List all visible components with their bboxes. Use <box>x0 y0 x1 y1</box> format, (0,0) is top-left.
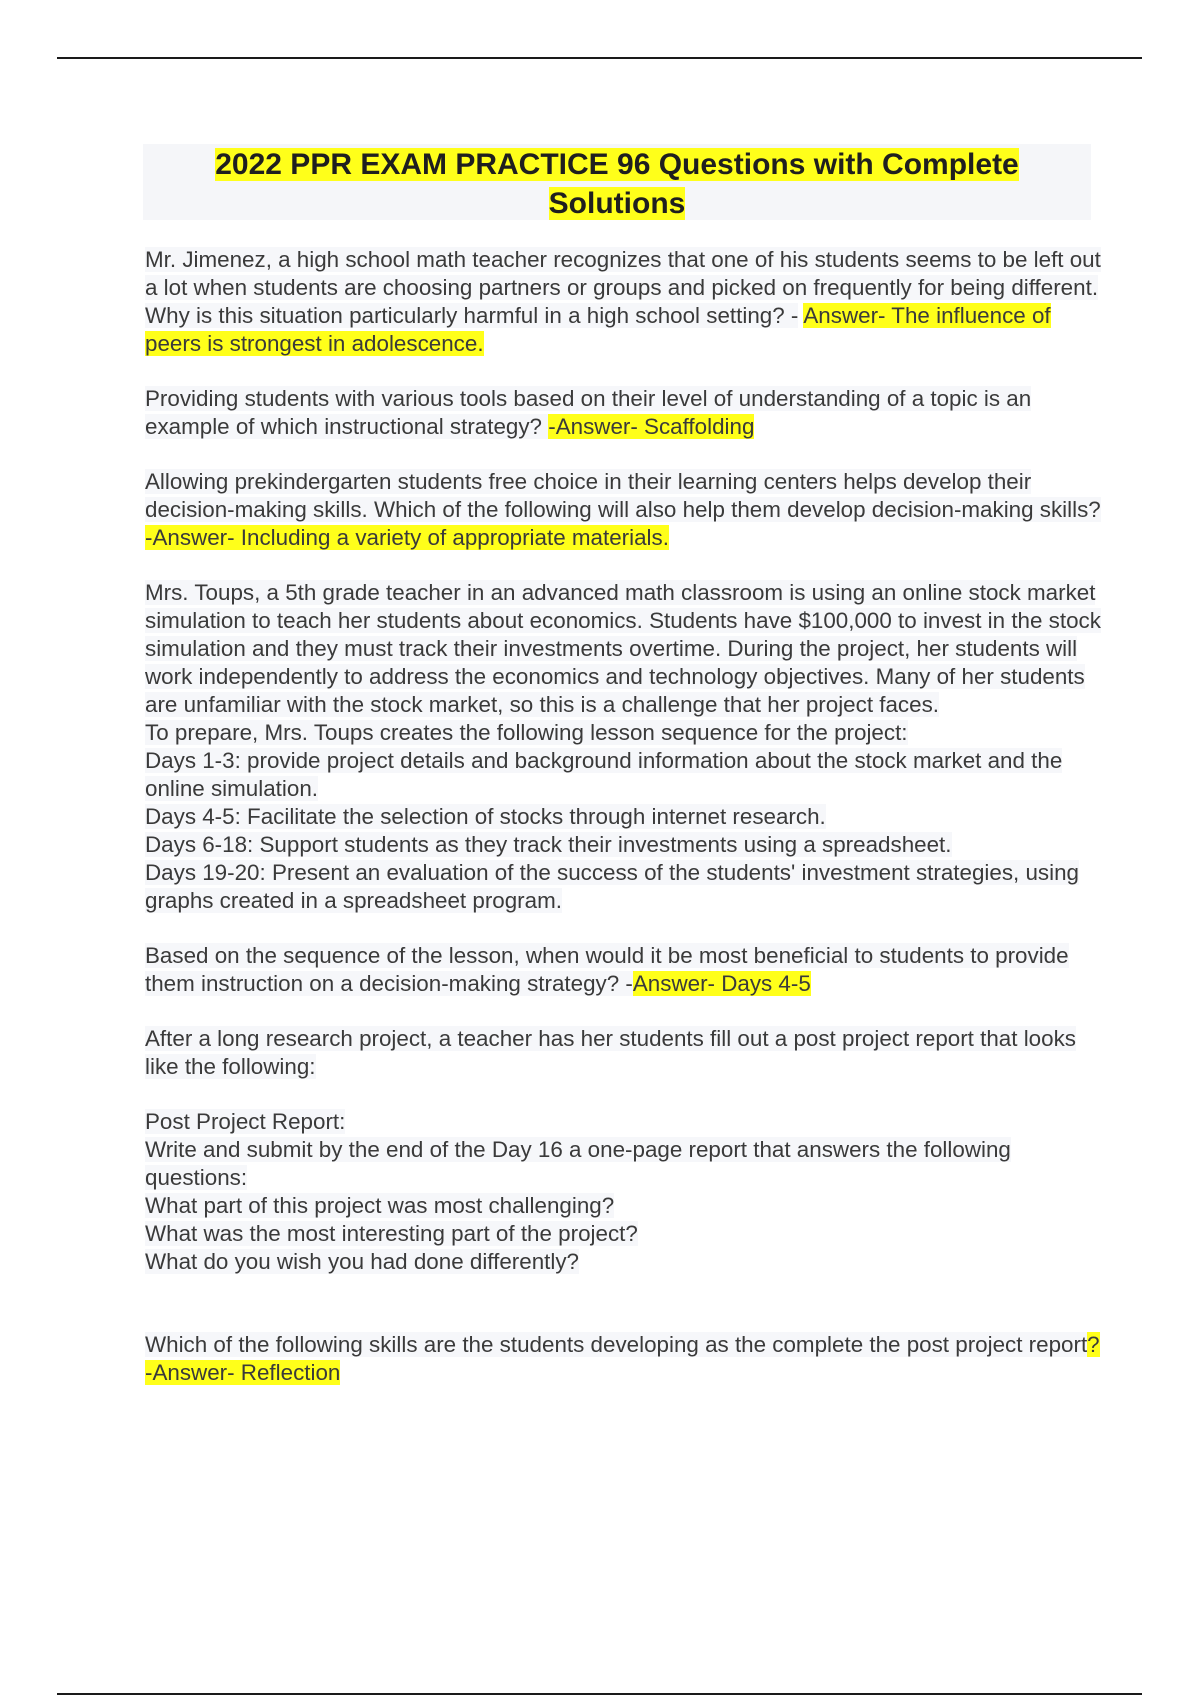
question-2 <box>145 385 1105 441</box>
question-5 <box>145 1331 1105 1387</box>
question-5-intro: After a long research project, a teacher has her students fill out a post project report that looks like the following: <box>145 1026 1076 1079</box>
report-title: Post Project Report: <box>145 1109 346 1134</box>
question-4-line-1: To prepare, Mrs. Toups creates the following lesson sequence for the project: <box>145 720 908 745</box>
question-4-line-5: Days 19-20: Present an evaluation of the success of the students' investment strategies, using graphs created in a spreadsheet program. <box>145 860 1080 913</box>
question-4-intro: Mrs. Toups, a 5th grade teacher in an advanced math classroom is using an online stock market simulation to teach her students about economics. Students have $100,000 to invest in the stock simulation and they must track their investments overtime. During the project, her students will work independently to address the economics and technology objectives. Many of her students are unfamiliar with the stock market, so this is a challenge that her project faces. <box>145 580 1101 717</box>
top-rule <box>57 57 1142 59</box>
question-3-answer: -Answer- Including a variety of appropriate materials. <box>145 525 669 550</box>
question-2-text: Providing students with various tools based on their level of understanding of a topic is an example of which instructional strategy? <box>145 386 1032 439</box>
report-line-2: What part of this project was most challenging? <box>145 1193 615 1218</box>
question-4-line-3: Days 4-5: Facilitate the selection of stocks through internet research. <box>145 804 826 829</box>
page-title <box>143 144 1091 223</box>
title-block <box>143 144 1091 220</box>
question-4 <box>145 942 1105 998</box>
document-body <box>145 246 1105 1387</box>
title-line-1: 2022 PPR EXAM PRACTICE 96 Questions with Complete <box>215 148 1019 181</box>
question-4-line-2: Days 1-3: provide project details and background information about the stock market and the online simulation. <box>145 748 1063 801</box>
question-4-line-4: Days 6-18: Support students as they track their investments using a spreadsheet. <box>145 832 952 857</box>
question-4-answer: Answer- Days 4-5 <box>632 971 811 996</box>
question-5-text: Which of the following skills are the students developing as the complete the post project report <box>145 1332 1088 1357</box>
bottom-rule <box>57 1693 1142 1695</box>
question-1 <box>145 246 1105 358</box>
question-1-answer: Answer- The influence of peers is strongest in adolescence. <box>145 303 1051 356</box>
report-line-4: What do you wish you had done differently? <box>145 1249 579 1274</box>
question-3-text: Allowing prekindergarten students free choice in their learning centers helps develop their decision-making skills. Which of the following will also help them develop decision-making skills? <box>145 469 1101 522</box>
report-line-3: What was the most interesting part of the project? <box>145 1221 638 1246</box>
question-2-answer: -Answer- Scaffolding <box>548 414 755 439</box>
title-line-2: Solutions <box>548 187 686 220</box>
report-line-1: Write and submit by the end of the Day 16 a one-page report that answers the following questions: <box>145 1137 1011 1190</box>
question-1-text: Mr. Jimenez, a high school math teacher recognizes that one of his students seems to be left out a lot when students are choosing partners or groups and picked on frequently for being different. Why is this situation particularly harmful in a high school setting? - <box>145 247 1101 328</box>
question-3 <box>145 468 1105 552</box>
question-5-answer: ? -Answer- Reflection <box>145 1332 1100 1385</box>
question-4-text: Based on the sequence of the lesson, when would it be most beneficial to students to provide them instruction on a decision-making strategy? - <box>145 943 1069 996</box>
